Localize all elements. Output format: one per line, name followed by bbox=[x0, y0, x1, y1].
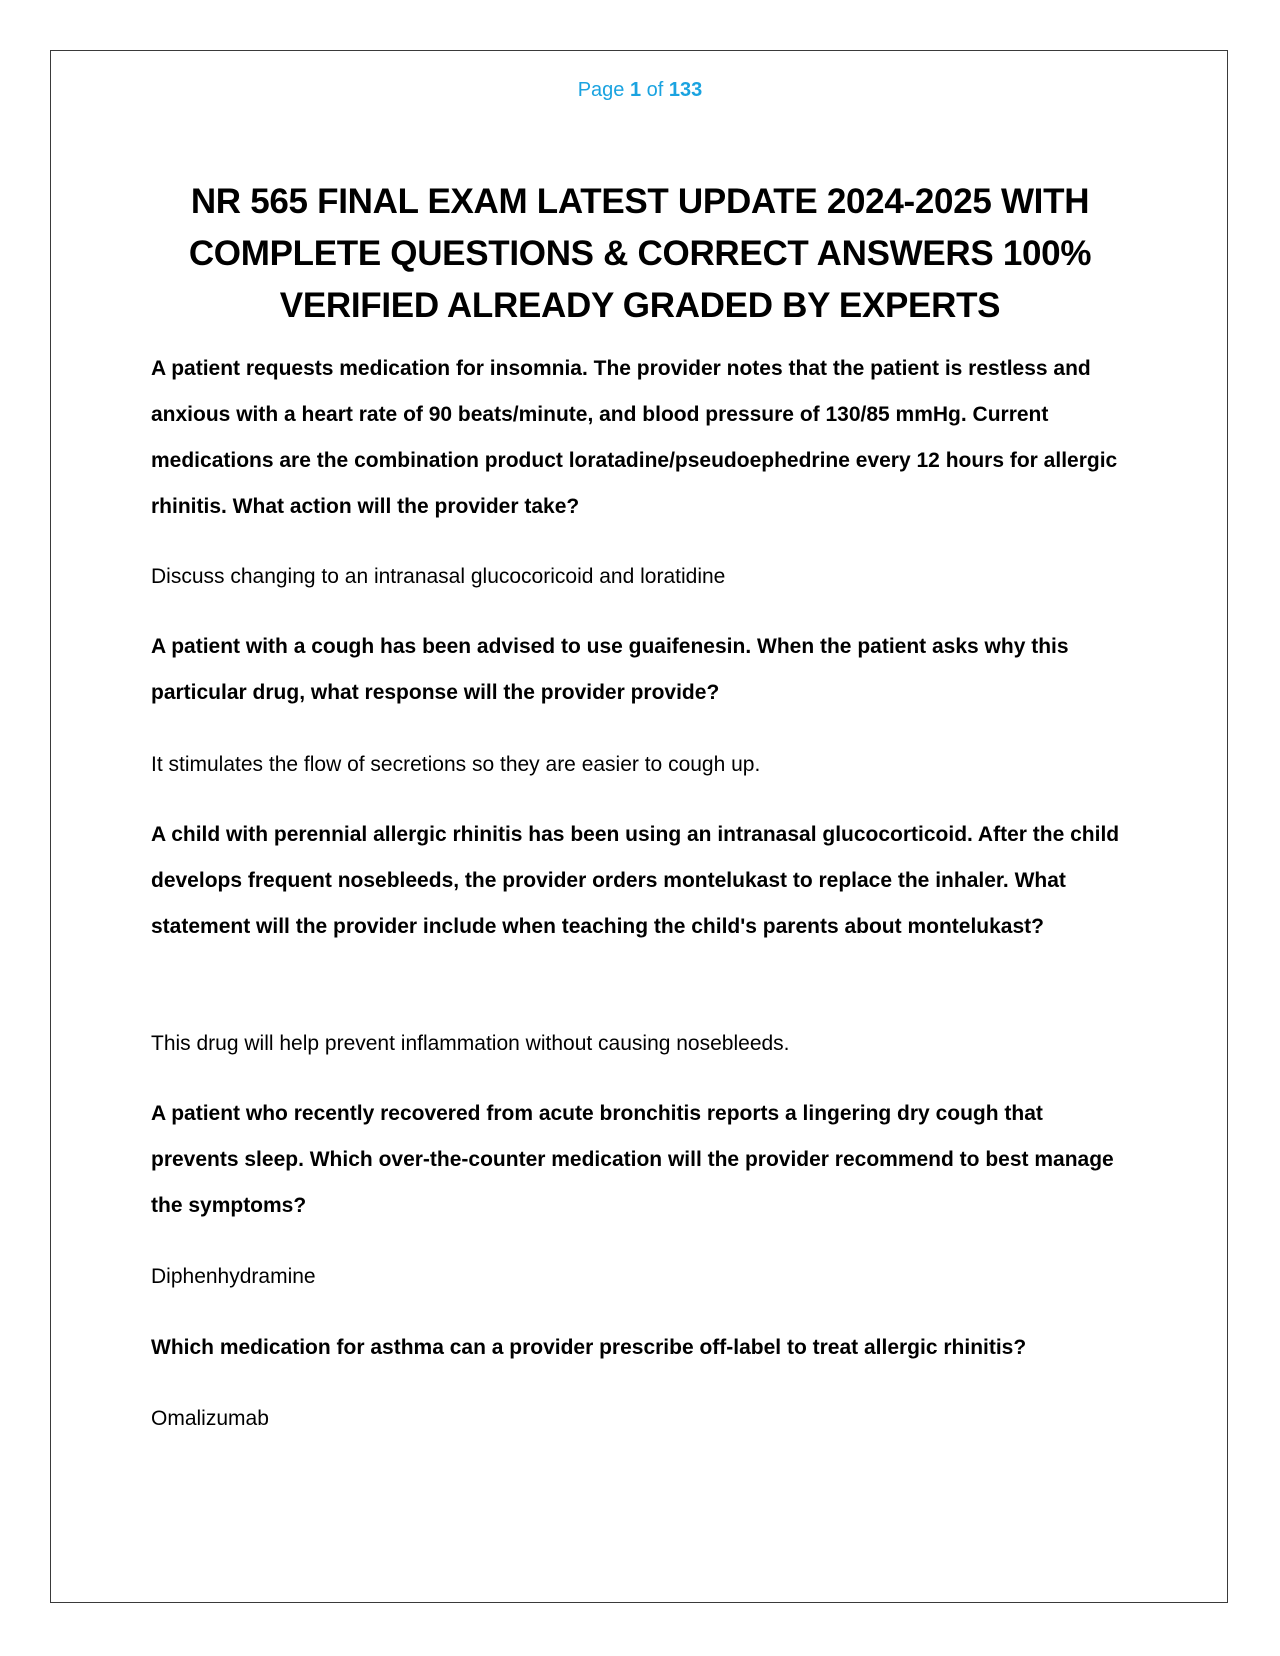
page-counter bbox=[0, 76, 1280, 104]
qa-item bbox=[151, 742, 1131, 788]
question-text: A patient who recently recovered from acute bronchitis reports a lingering dry cough that prevents sleep. Which over-the-counter medication will the provider recommend to best manage the symptoms? bbox=[151, 1102, 1114, 1217]
page-total-number: 133 bbox=[668, 79, 703, 101]
qa-item bbox=[151, 624, 1131, 716]
qa-item bbox=[151, 1091, 1131, 1229]
qa-item bbox=[151, 1254, 1131, 1300]
qa-item bbox=[151, 346, 1131, 530]
qa-item bbox=[151, 1021, 1131, 1067]
document-title: NR 565 FINAL EXAM LATEST UPDATE 2024-2025 WITH COMPLETE QUESTIONS & CORRECT ANSWERS 100% VERIFIED ALREADY GRADED BY EXPERTS bbox=[188, 182, 1092, 325]
answer-text: This drug will help prevent inflammation without causing nosebleeds. bbox=[151, 1032, 790, 1055]
qa-item bbox=[151, 1396, 1131, 1442]
answer-text: It stimulates the flow of secretions so they are easier to cough up. bbox=[151, 753, 761, 776]
qa-item bbox=[151, 812, 1131, 950]
answer-text: Discuss changing to an intranasal glucocoricoid and loratidine bbox=[151, 565, 726, 588]
page-current-number: 1 bbox=[629, 79, 642, 101]
question-text: Which medication for asthma can a provider prescribe off-label to treat allergic rhinitis? bbox=[151, 1336, 1027, 1359]
page-prefix: Page bbox=[577, 79, 625, 101]
page-of: of bbox=[646, 79, 664, 101]
answer-text: Diphenhydramine bbox=[151, 1265, 316, 1288]
qa-item bbox=[151, 1325, 1131, 1371]
answer-text: Omalizumab bbox=[151, 1407, 269, 1430]
qa-item bbox=[151, 554, 1131, 600]
question-text: A child with perennial allergic rhinitis has been using an intranasal glucocorticoid. After the child develops frequent nosebleeds, the provider orders montelukast to replace the inhaler. What statement will the provider include when teaching the child's parents about montelukast? bbox=[151, 823, 1120, 938]
question-text: A patient requests medication for insomnia. The provider notes that the patient is restless and anxious with a heart rate of 90 beats/minute, and blood pressure of 130/85 mmHg. Current medications are the combination product loratadine/pseudoephedrine every 12 hours for allergic rhinitis. What action will the provider take? bbox=[151, 357, 1118, 518]
question-text: A patient with a cough has been advised to use guaifenesin. When the patient asks why this particular drug, what response will the provider provide? bbox=[151, 635, 1069, 704]
